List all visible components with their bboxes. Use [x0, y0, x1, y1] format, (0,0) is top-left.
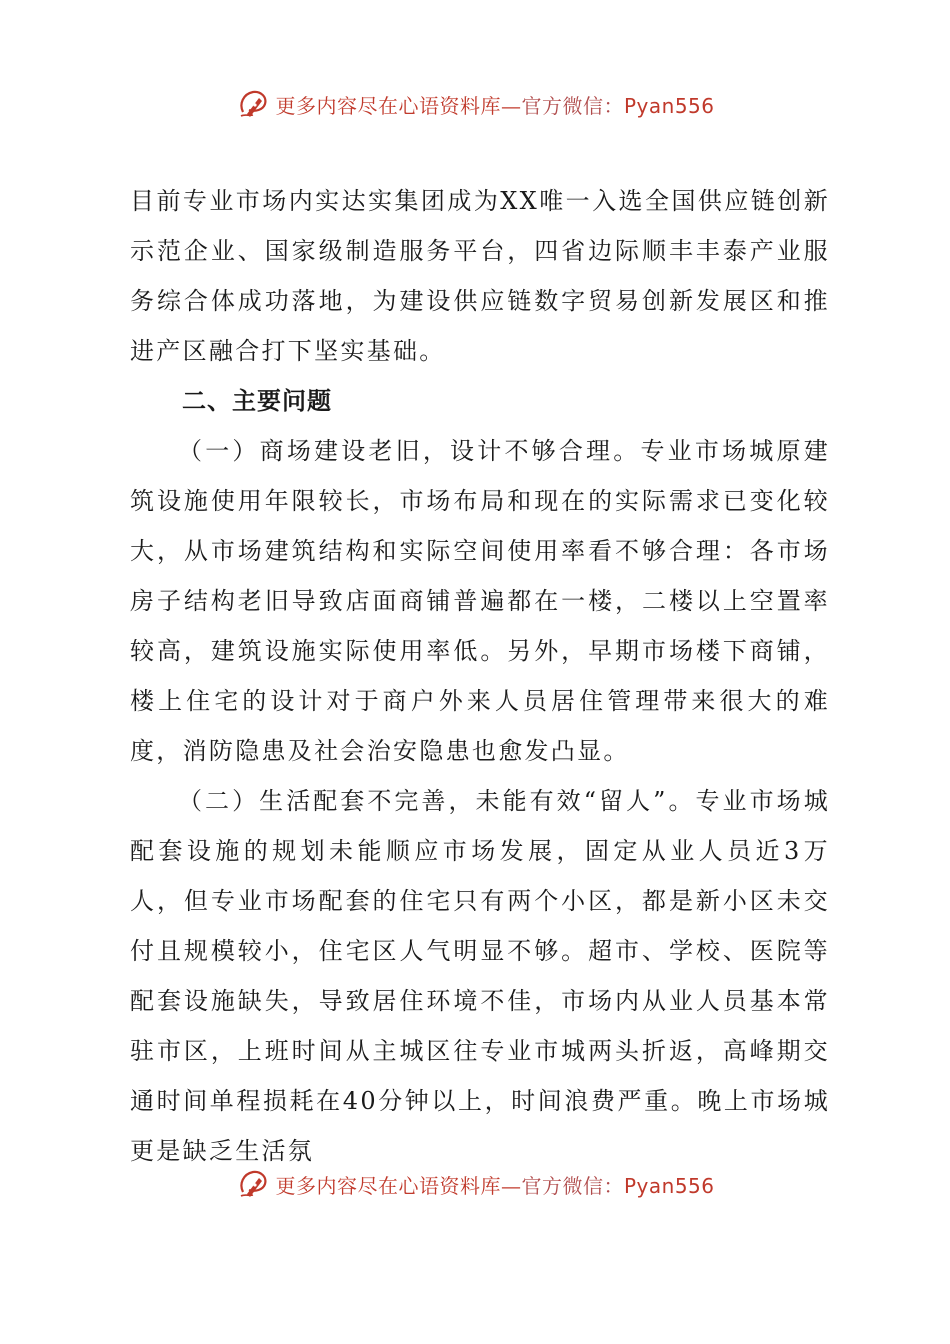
header-banner	[0, 84, 950, 124]
banner-wechat-id: Pyan556	[623, 1173, 715, 1198]
paragraph-issue-1: （一）商场建设老旧，设计不够合理。专业市场城原建筑设施使用年限较长，市场布局和现在的实际需求已变化较大，从市场建筑结构和实际空间使用率看不够合理：各市场房子结构老旧导致店面商铺普遍都在一楼，二楼以上空置率较高，建筑设施实际使用率低。另外，早期市场楼下商铺，楼上住宅的设计对于商户外来人员居住管理带来很大的难度，消防隐患及社会治安隐患也愈发凸显。	[130, 437, 830, 765]
banner-wechat-label: 官方微信：	[521, 1173, 624, 1198]
document-body	[130, 176, 830, 1176]
paragraph-intro: 目前专业市场内实达实集团成为XX唯一入选全国供应链创新示范企业、国家级制造服务平台，四省边际顺丰丰泰产业服务综合体成功落地，为建设供应链数字贸易创新发展区和推进产区融合打下坚实基础。	[130, 187, 830, 365]
banner-wechat-label: 官方微信：	[521, 93, 624, 118]
footer-banner	[0, 1164, 950, 1204]
paragraph-issue-2: （二）生活配套不完善，未能有效“留人”。专业市场城配套设施的规划未能顺应市场发展，固定从业人员近3万人，但专业市场配套的住宅只有两个小区，都是新小区未交付且规模较小，住宅区人气明显不够。超市、学校、医院等配套设施缺失，导致居住环境不佳，市场内从业人员基本常驻市区，上班时间从主城区往专业市城两头折返，高峰期交通时间单程损耗在40分钟以上，时间浪费严重。晚上市场城更是缺乏生活氛	[130, 787, 830, 1165]
banner-wechat-id: Pyan556	[623, 93, 715, 118]
banner-dash: —	[500, 1173, 522, 1198]
pen-logo-icon	[235, 1166, 271, 1202]
banner-main: 更多内容尽在心语资料库	[275, 1173, 501, 1198]
banner-dash: —	[500, 93, 522, 118]
banner-main: 更多内容尽在心语资料库	[275, 93, 501, 118]
banner-text	[275, 1170, 714, 1199]
section-heading: 二、主要问题	[182, 386, 332, 415]
banner-text	[275, 90, 714, 119]
pen-logo-icon	[235, 86, 271, 122]
